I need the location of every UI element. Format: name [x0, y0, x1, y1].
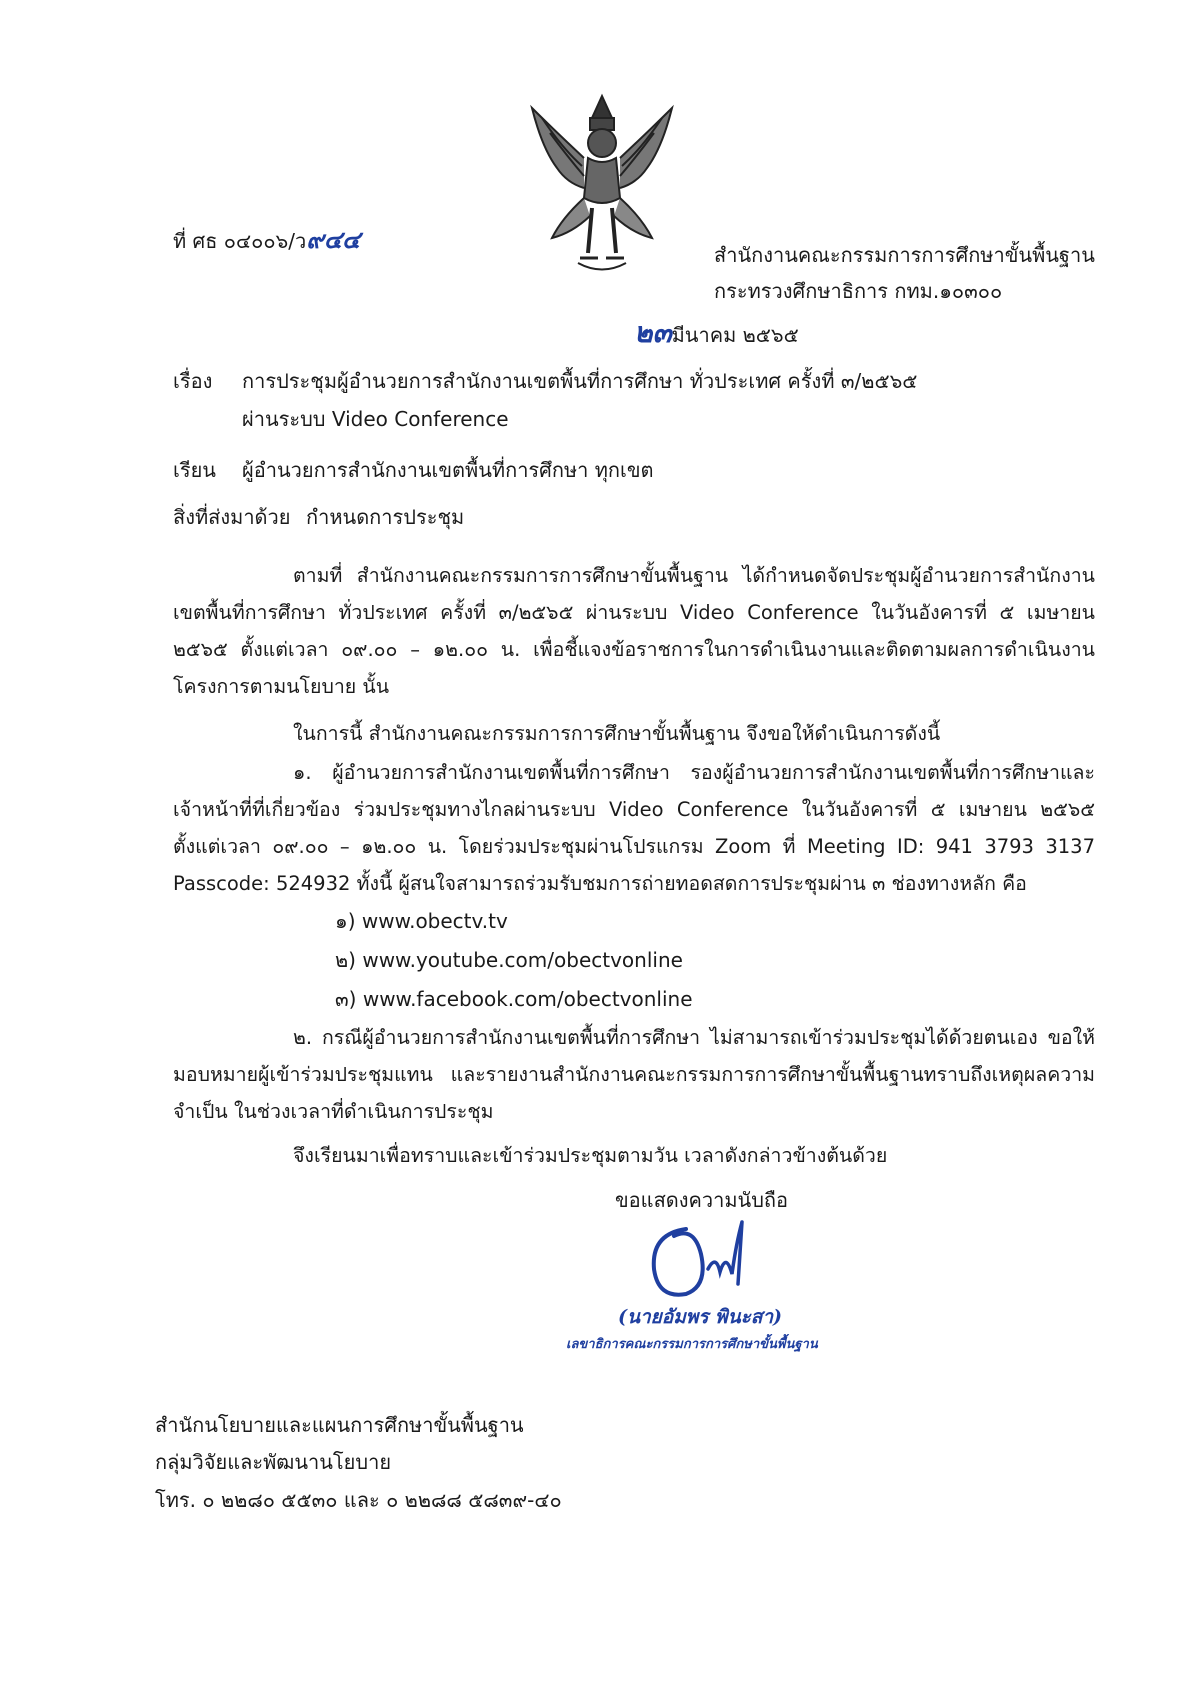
footer-phone: โทร. ๐ ๒๒๘๐ ๕๕๓๐ และ ๐ ๒๒๘๘ ๕๘๓๙-๔๐ — [155, 1488, 562, 1512]
body-item-2: ๒. กรณีผู้อำนวยการสำนักงานเขตพื้นที่การศึกษา ไม่สามารถเข้าร่วมประชุมได้ด้วยตนเอง ขอให้มอบหมายผู้เข้าร่วมประชุมแทน และรายงานสำนักงานคณะกรรมการการศึกษาขั้นพื้นฐานทราบถึงเหตุผลความจำเป็น ในช่วงเวลาที่ดำเนินการประชุม — [173, 1026, 1095, 1123]
signatory-title: เลขาธิการคณะกรรมการการศึกษาขั้นพื้นฐาน — [566, 1337, 818, 1352]
signatory-name: (นายอัมพร พินะสา) — [618, 1306, 783, 1328]
org-address: กระทรวงศึกษาธิการ กทม.๑๐๓๐๐ — [714, 279, 1003, 303]
body-closing: จึงเรียนมาเพื่อทราบและเข้าร่วมประชุมตามวัน เวลาดังกล่าวข้างต้นด้วย — [293, 1144, 888, 1167]
footer-office: สำนักนโยบายและแผนการศึกษาขั้นพื้นฐาน — [155, 1413, 524, 1437]
reference-number: ๙๔๔ — [306, 225, 361, 254]
link-youtube[interactable]: ๒) www.youtube.com/obectvonline — [335, 948, 683, 972]
body-item-1: ๑. ผู้อำนวยการสำนักงานเขตพื้นที่การศึกษา รองผู้อำนวยการสำนักงานเขตพื้นที่การศึกษาและเจ้าหน้าที่ที่เกี่ยวข้อง ร่วมประชุมทางไกลผ่านระบบ Video Conference ในวันอังคารที่ ๕ เมษายน ๒๕๖๕ ตั้งแต่เวลา ๐๙.๐๐ – ๑๒.๐๐ น. โดยร่วมประชุมผ่านโปรแกรม Zoom ที่ Meeting ID: 941 3793 3137 Passcode: 524932 ทั้งนี้ ผู้สนใจสามารถร่วมรับชมการถ่ายทอดสดการประชุมผ่าน ๓ ช่องทางหลัก คือ — [173, 761, 1095, 895]
subject-line-1: การประชุมผู้อำนวยการสำนักงานเขตพื้นที่การศึกษา ทั่วประเทศ ครั้งที่ ๓/๒๕๖๕ — [242, 369, 918, 393]
link-obectv[interactable]: ๑) www.obectv.tv — [335, 909, 508, 933]
garuda-emblem-icon — [522, 88, 682, 278]
subject-line-2: ผ่านระบบ Video Conference — [242, 407, 509, 431]
body-paragraph-2: ในการนี้ สำนักงานคณะกรรมการการศึกษาขั้นพื้นฐาน จึงขอให้ดำเนินการดังนี้ — [293, 722, 941, 745]
handwritten-signature — [646, 1214, 776, 1304]
date-day: ๒๓ — [634, 316, 672, 349]
subject-label: เรื่อง — [173, 369, 213, 393]
to-text: ผู้อำนวยการสำนักงานเขตพื้นที่การศึกษา ทุกเขต — [242, 458, 654, 482]
body-paragraph-1: ตามที่ สำนักงานคณะกรรมการการศึกษาขั้นพื้นฐาน ได้กำหนดจัดประชุมผู้อำนวยการสำนักงานเขตพื้นที่การศึกษา ทั่วประเทศ ครั้งที่ ๓/๒๕๖๕ ผ่านระบบ Video Conference ในวันอังคารที่ ๕ เมษายน ๒๕๖๕ ตั้งแต่เวลา ๐๙.๐๐ – ๑๒.๐๐ น. เพื่อชี้แจงข้อราชการในการดำเนินงานและติดตามผลการดำเนินงานโครงการตามนโยบาย นั้น — [173, 564, 1095, 698]
footer-group: กลุ่มวิจัยและพัฒนานโยบาย — [155, 1450, 392, 1474]
to-label: เรียน — [173, 458, 216, 482]
link-facebook[interactable]: ๓) www.facebook.com/obectvonline — [335, 987, 693, 1011]
enclosure-label: สิ่งที่ส่งมาด้วย — [173, 505, 291, 529]
date-month-year: มีนาคม ๒๕๖๕ — [671, 323, 799, 347]
reference-prefix: ที่ ศธ ๐๔๐๐๖/ว — [173, 229, 307, 253]
enclosure-text: กำหนดการประชุม — [306, 505, 465, 529]
regards-text: ขอแสดงความนับถือ — [615, 1188, 789, 1212]
org-name: สำนักงานคณะกรรมการการศึกษาขั้นพื้นฐาน — [714, 243, 1095, 267]
